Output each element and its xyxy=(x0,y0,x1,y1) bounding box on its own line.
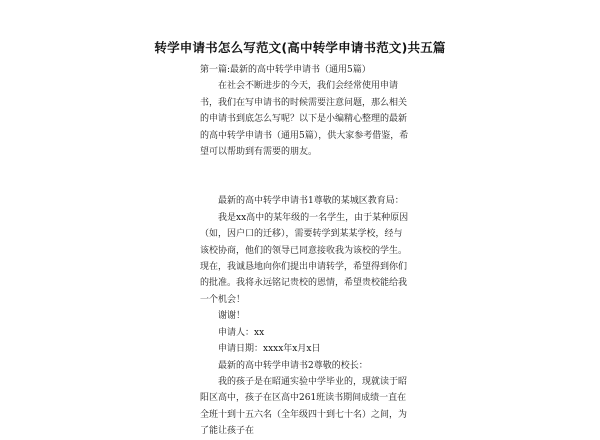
document-body xyxy=(200,62,410,440)
letter1-date: 申请日期：xxxx年x月x日 xyxy=(218,344,321,355)
intro-paragraph: 在社会不断进步的今天，我们会经常使用申请书，我们在写申请书的时候需要注意问题，那么相关的申请书到底怎么写呢？以下是小编精心整理的最新的高中转学申请书（通用5篇），供大家参考借鉴，希望可以帮助到有需要的朋友。 xyxy=(200,81,409,158)
paragraph-spacer xyxy=(200,160,410,193)
section-heading: 第一篇:最新的高中转学申请书（通用5篇） xyxy=(200,65,371,75)
letter1-heading: 最新的高中转学申请书1尊敬的某城区教育局： xyxy=(218,196,404,207)
letter1-applicant: 申请人：xx xyxy=(218,327,265,338)
letter2-body: 我的孩子是在昭通实验中学毕业的，现就读于昭阳区高中，孩子在区高中261班读书期间成绩一直在全班十到十五六名（全年级四十到七十名）之间，为了能让孩子在 xyxy=(200,376,408,437)
letter1-body: 我是xx高中的某年级的一名学生，由于某种原因（如，因户口的迁移），需要转学到某某学校，经与该校协商，他们的领导已同意接收我为该校的学生。现在，我诚恳地向你们提出申请转学，希望得到你们的批准。我将永远铭记贵校的恩情，希望贵校能给我一个机会！ xyxy=(200,212,409,305)
letter1-thanks: 谢谢！ xyxy=(218,311,246,322)
letter2-heading: 最新的高中转学申请书2尊敬的校长： xyxy=(218,360,368,371)
document-title: 转学申请书怎么写范文(高中转学申请书范文)共五篇 xyxy=(154,40,446,55)
